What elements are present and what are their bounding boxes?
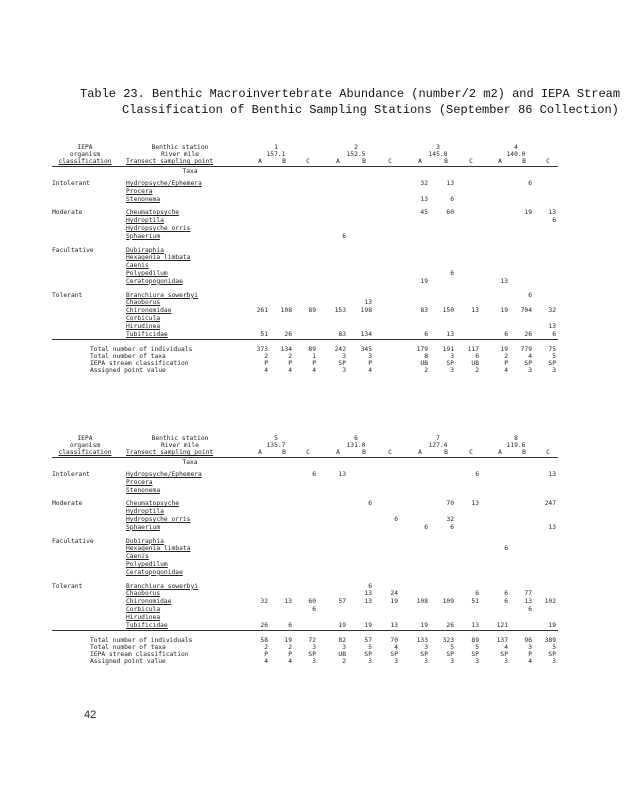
abundance-cell: 13: [284, 598, 292, 606]
taxon-name: Procera: [126, 187, 153, 195]
abundance-cell: 51: [260, 330, 268, 338]
summary-cell: P: [504, 360, 508, 368]
abundance-cell: 89: [308, 307, 316, 315]
header-classification: classification: [58, 449, 112, 456]
abundance-cell: 19: [524, 209, 532, 217]
summary-cell: 3: [394, 658, 398, 666]
summary-cell: 389: [544, 637, 556, 645]
taxon-name: Cheumatopsyche: [126, 209, 180, 217]
summary-cell: 3: [424, 644, 428, 652]
summary-cell: 3: [552, 658, 556, 666]
summary-cell: SP: [524, 360, 532, 368]
abundance-cell: 60: [308, 598, 316, 606]
abundance-cell: 6: [450, 523, 454, 531]
summary-cell: 4: [264, 658, 268, 666]
abundance-cell: 6: [424, 523, 428, 531]
organism-class-label: Tolerant: [52, 291, 83, 299]
abundance-cell: 13: [390, 621, 398, 629]
summary-cell: 96: [524, 637, 532, 645]
summary-label: Assigned point value: [90, 367, 166, 375]
summary-cell: 3: [368, 353, 372, 361]
header-organism: organism: [69, 151, 101, 158]
summary-cell: 58: [260, 637, 268, 645]
abundance-cell: 13: [364, 598, 372, 606]
header-station-label: Benthic station: [151, 435, 209, 442]
abundance-cell: 6: [504, 598, 508, 606]
summary-cell: 4: [312, 367, 316, 375]
abundance-cell: 57: [338, 598, 346, 606]
taxon-name: Chaoborus: [126, 590, 161, 598]
summary-cell: 2: [342, 658, 346, 666]
page-number: 42: [84, 709, 97, 721]
abundance-cell: 24: [390, 590, 398, 598]
abundance-cell: 13: [338, 471, 346, 478]
summary-cell: 8: [424, 353, 428, 361]
summary-cell: 133: [416, 637, 428, 645]
station-river-mile: 145.8: [428, 151, 448, 158]
taxon-name: Chironomidae: [126, 598, 172, 606]
station-river-mile: 119.6: [506, 442, 526, 449]
summary-cell: 57: [364, 637, 372, 645]
abundance-cell: 32: [548, 307, 556, 315]
header-classification: classification: [58, 158, 112, 165]
summary-cell: 3: [528, 644, 532, 652]
header-organism: organism: [69, 442, 101, 449]
summary-cell: SP: [471, 651, 479, 659]
transect-point-label: C: [306, 158, 310, 165]
taxon-name: Stenonema: [126, 486, 161, 494]
abundance-cell: 13: [548, 471, 556, 478]
summary-label: Assigned point value: [90, 658, 166, 666]
taxon-name: Hydropsyche orris: [126, 225, 191, 232]
abundance-cell: 6: [552, 330, 556, 338]
taxon-name: Polypedilum: [126, 561, 168, 568]
header-transect-label: Transect sampling point: [126, 158, 214, 165]
transect-point-label: B: [282, 158, 286, 165]
abundance-cell: 6: [312, 606, 316, 613]
abundance-cell: 6: [450, 270, 454, 277]
summary-cell: 4: [504, 367, 508, 375]
summary-cell: 5: [368, 644, 372, 652]
taxon-name: Polypedilum: [126, 270, 168, 277]
header-river-mile-label: River mile: [161, 151, 199, 158]
summary-cell: 4: [264, 367, 268, 375]
summary-label: Total number of taxa: [90, 644, 166, 652]
abundance-cell: 6: [288, 621, 292, 629]
taxon-name: Branchiura sowerbyi: [126, 582, 199, 590]
summary-cell: 4: [368, 367, 372, 375]
taxon-name: Hirudinea: [126, 322, 161, 330]
station-id: 3: [436, 144, 440, 151]
summary-cell: SP: [420, 651, 428, 659]
summary-cell: 2: [288, 644, 292, 652]
abundance-cell: 6: [312, 471, 316, 478]
summary-cell: 3: [450, 353, 454, 361]
summary-cell: 3: [424, 658, 428, 666]
station-river-mile: 140.0: [506, 151, 526, 158]
summary-label: Total number of taxa: [90, 353, 166, 361]
summary-cell: 4: [394, 644, 398, 652]
abundance-cell: 6: [424, 330, 428, 338]
abundance-cell: 19: [420, 277, 428, 285]
summary-cell: 3: [450, 658, 454, 666]
summary-cell: 82: [338, 637, 346, 645]
transect-point-label: A: [418, 158, 422, 165]
abundance-cell: 13: [446, 180, 454, 187]
summary-cell: SP: [338, 360, 346, 368]
organism-class-label: Intolerant: [52, 180, 90, 187]
summary-cell: 137: [496, 637, 508, 645]
summary-cell: SP: [364, 651, 372, 659]
abundance-cell: 26: [284, 330, 292, 338]
transect-point-label: C: [306, 449, 310, 456]
summary-cell: SP: [548, 360, 556, 368]
abundance-cell: 13: [471, 500, 479, 508]
abundance-cell: 6: [475, 590, 479, 598]
abundance-cell: 121: [496, 621, 508, 629]
abundance-cell: 6: [528, 180, 532, 187]
abundance-cell: 51: [471, 598, 479, 606]
summary-cell: 5: [552, 644, 556, 652]
summary-cell: SP: [308, 651, 316, 659]
abundance-cell: 60: [446, 209, 454, 217]
summary-cell: 323: [442, 637, 454, 645]
abundance-cell: 13: [471, 307, 479, 315]
abundance-cell: 26: [446, 621, 454, 629]
station-river-mile: 135.7: [266, 442, 286, 449]
summary-cell: 242: [334, 346, 346, 354]
station-id: 6: [354, 435, 358, 442]
summary-cell: 3: [342, 367, 346, 375]
organism-class-label: Tolerant: [52, 582, 83, 590]
abundance-cell: 19: [364, 621, 372, 629]
summary-cell: 779: [520, 346, 532, 354]
summary-cell: 2: [288, 353, 292, 361]
abundance-cell: 6: [342, 232, 346, 240]
summary-cell: 2: [504, 353, 508, 361]
summary-cell: 3: [504, 658, 508, 666]
taxon-name: Dubiraphia: [126, 537, 164, 545]
body-rule: [52, 339, 558, 340]
abundance-cell: 153: [334, 307, 346, 315]
summary-cell: 19: [284, 637, 292, 645]
station-river-mile: 127.4: [428, 442, 448, 449]
summary-cell: SP: [446, 360, 454, 368]
title-line-1: Table 23. Benthic Macroinvertebrate Abundance (number/2 m2) and IEPA Stream: [80, 87, 621, 101]
summary-cell: 70: [390, 637, 398, 645]
summary-cell: UB: [338, 651, 346, 659]
taxon-name: Hydropsyche/Ephemera: [126, 471, 202, 478]
organism-class-label: Moderate: [52, 500, 83, 508]
transect-point-label: B: [362, 449, 366, 456]
summary-cell: 345: [360, 346, 372, 354]
taxon-name: Caenis: [126, 553, 149, 561]
summary-cell: 72: [308, 637, 316, 645]
transect-point-label: C: [469, 449, 473, 456]
taxa-label: Taxa: [182, 459, 198, 466]
abundance-cell: 13: [548, 209, 556, 217]
summary-cell: SP: [390, 651, 398, 659]
header-river-mile-label: River mile: [161, 442, 199, 449]
summary-cell: 75: [548, 346, 556, 354]
taxon-name: Chironomidae: [126, 307, 172, 315]
transect-point-label: B: [282, 449, 286, 456]
abundance-cell: 19: [500, 307, 508, 315]
summary-cell: P: [264, 360, 268, 368]
transect-point-label: C: [388, 158, 392, 165]
taxon-name: Sphaerium: [126, 232, 161, 240]
header-iepa: IEPA: [77, 435, 93, 442]
abundance-cell: 32: [260, 598, 268, 606]
summary-cell: 5: [552, 353, 556, 361]
taxa-label: Taxa: [182, 168, 198, 175]
header-station-label: Benthic station: [151, 144, 209, 151]
taxon-name: Caenis: [126, 262, 149, 270]
abundance-cell: 102: [544, 598, 556, 606]
station-id: 5: [274, 435, 278, 442]
transect-point-label: C: [388, 449, 392, 456]
summary-cell: 3: [450, 367, 454, 375]
summary-cell: 3: [342, 353, 346, 361]
summary-cell: SP: [548, 651, 556, 659]
taxon-name: Procera: [126, 478, 153, 486]
abundance-cell: 83: [420, 307, 428, 315]
abundance-cell: 261: [256, 307, 268, 315]
summary-cell: 2: [264, 353, 268, 361]
summary-cell: 3: [312, 658, 316, 666]
transect-point-label: B: [444, 158, 448, 165]
header-iepa: IEPA: [77, 144, 93, 151]
abundance-cell: 19: [420, 621, 428, 629]
summary-cell: 1: [312, 353, 316, 361]
summary-cell: 89: [308, 346, 316, 354]
summary-cell: P: [288, 651, 292, 659]
station-id: 1: [274, 144, 278, 151]
summary-cell: 4: [504, 644, 508, 652]
transect-point-label: B: [522, 158, 526, 165]
abundance-cell: 13: [420, 195, 428, 203]
summary-cell: 5: [475, 644, 479, 652]
summary-cell: P: [264, 651, 268, 659]
summary-cell: 373: [256, 346, 268, 354]
summary-cell: P: [312, 360, 316, 368]
abundance-cell: 198: [360, 307, 372, 315]
summary-cell: 5: [450, 644, 454, 652]
abundance-cell: 77: [524, 590, 532, 598]
transect-point-label: B: [362, 158, 366, 165]
header-rule: [52, 166, 558, 167]
taxon-name: Hexagenia limbata: [126, 254, 191, 262]
abundance-cell: 6: [475, 471, 479, 478]
taxon-name: Corbicula: [126, 606, 161, 613]
abundance-cell: 26: [260, 621, 268, 629]
taxon-name: Tubificidae: [126, 621, 168, 629]
summary-cell: P: [368, 360, 372, 368]
abundance-cell: 26: [524, 330, 532, 338]
organism-class-label: Facultative: [52, 537, 94, 545]
summary-cell: 4: [288, 658, 292, 666]
summary-cell: 3: [368, 658, 372, 666]
taxon-name: Hirudinea: [126, 613, 161, 621]
abundance-cell: 13: [471, 621, 479, 629]
abundance-cell: 109: [442, 598, 454, 606]
abundance-cell: 19: [548, 621, 556, 629]
abundance-cell: 70: [446, 500, 454, 508]
transect-point-label: A: [258, 158, 262, 165]
abundance-cell: 13: [446, 330, 454, 338]
transect-point-label: A: [336, 158, 340, 165]
transect-point-label: A: [336, 449, 340, 456]
taxon-name: Cheumatopsyche: [126, 500, 180, 508]
summary-cell: 4: [288, 367, 292, 375]
abundance-cell: 83: [338, 330, 346, 338]
abundance-cell: 108: [416, 598, 428, 606]
station-id: 7: [436, 435, 440, 442]
abundance-cell: 6: [504, 590, 508, 598]
summary-cell: 4: [528, 658, 532, 666]
summary-cell: 2: [475, 367, 479, 375]
abundance-cell: 13: [500, 277, 508, 285]
abundance-cell: 13: [364, 299, 372, 307]
header-rule: [52, 457, 558, 458]
summary-cell: 134: [280, 346, 292, 354]
taxon-name: Dubiraphia: [126, 246, 164, 254]
taxon-name: Ceratopogonidae: [126, 568, 183, 576]
transect-point-label: B: [444, 449, 448, 456]
summary-cell: 3: [312, 644, 316, 652]
abundance-cell: 6: [504, 545, 508, 553]
abundance-cell: 6: [528, 606, 532, 613]
abundance-cell: 13: [364, 590, 372, 598]
transect-point-label: C: [469, 158, 473, 165]
abundance-cell: 13: [548, 322, 556, 330]
summary-cell: 2: [424, 367, 428, 375]
summary-cell: 2: [264, 644, 268, 652]
summary-cell: SP: [500, 651, 508, 659]
body-rule: [52, 630, 558, 631]
taxon-name: Sphaerium: [126, 523, 161, 531]
header-transect-label: Transect sampling point: [126, 449, 214, 456]
taxon-name: Hydropsyche orris: [126, 516, 191, 523]
summary-label: IEPA stream classification: [90, 360, 189, 368]
abundance-cell: 13: [524, 598, 532, 606]
abundance-cell: 6: [504, 330, 508, 338]
abundance-cell: 6: [552, 217, 556, 225]
abundance-cell: 6: [394, 516, 398, 523]
taxon-name: Ceratopogonidae: [126, 277, 183, 285]
summary-cell: 191: [442, 346, 454, 354]
taxon-name: Hexagenia limbata: [126, 545, 191, 553]
abundance-cell: 134: [360, 330, 372, 338]
transect-point-label: C: [546, 449, 550, 456]
taxon-name: Branchiura sowerbyi: [126, 291, 199, 299]
transect-point-label: A: [498, 449, 502, 456]
abundance-cell: 108: [280, 307, 292, 315]
taxon-name: Tubificidae: [126, 330, 168, 338]
abundance-cell: 13: [548, 523, 556, 531]
summary-cell: 3: [528, 367, 532, 375]
organism-class-label: Moderate: [52, 209, 83, 217]
taxon-name: Chaoborus: [126, 299, 161, 307]
taxon-name: Hydroptila: [126, 508, 164, 516]
abundance-cell: 247: [544, 500, 556, 508]
summary-cell: SP: [446, 651, 454, 659]
summary-cell: 3: [342, 644, 346, 652]
summary-cell: 179: [416, 346, 428, 354]
summary-label: Total number of individuals: [90, 637, 193, 645]
organism-class-label: Facultative: [52, 246, 94, 254]
transect-point-label: B: [522, 449, 526, 456]
taxon-name: Hydropsyche/Ephemera: [126, 180, 202, 187]
summary-cell: 3: [552, 367, 556, 375]
organism-class-label: Intolerant: [52, 471, 90, 478]
station-river-mile: 157.1: [266, 151, 286, 158]
abundance-cell: 32: [446, 516, 454, 523]
abundance-cell: 45: [420, 209, 428, 217]
station-river-mile: 131.0: [346, 442, 366, 449]
abundance-cell: 6: [368, 500, 372, 508]
transect-point-label: A: [258, 449, 262, 456]
summary-cell: P: [288, 360, 292, 368]
taxon-name: Corbicula: [126, 315, 161, 322]
abundance-cell: 704: [520, 307, 532, 315]
transect-point-label: A: [498, 158, 502, 165]
taxon-name: Hydroptila: [126, 217, 164, 225]
abundance-cell: 6: [450, 195, 454, 203]
summary-label: IEPA stream classification: [90, 651, 189, 659]
summary-cell: 89: [471, 637, 479, 645]
taxon-name: Stenonema: [126, 195, 161, 203]
abundance-cell: 19: [390, 598, 398, 606]
summary-cell: UB: [420, 360, 428, 368]
summary-label: Total number of individuals: [90, 346, 193, 354]
abundance-cell: 32: [420, 180, 428, 187]
summary-cell: 117: [467, 346, 479, 354]
abundance-cell: 6: [368, 582, 372, 590]
station-id: 2: [354, 144, 358, 151]
station-id: 4: [514, 144, 518, 151]
transect-point-label: A: [418, 449, 422, 456]
abundance-cell: 150: [442, 307, 454, 315]
summary-cell: 19: [500, 346, 508, 354]
abundance-cell: 19: [338, 621, 346, 629]
title-line-2: Classification of Benthic Sampling Stations (September 86 Collection): [122, 103, 619, 117]
station-river-mile: 152.5: [346, 151, 366, 158]
summary-cell: 6: [475, 353, 479, 361]
abundance-cell: 6: [528, 291, 532, 299]
summary-cell: 4: [528, 353, 532, 361]
transect-point-label: C: [546, 158, 550, 165]
summary-cell: P: [528, 651, 532, 659]
summary-cell: 3: [475, 658, 479, 666]
table-title: [80, 86, 620, 118]
station-id: 8: [514, 435, 518, 442]
summary-cell: UB: [471, 360, 479, 368]
